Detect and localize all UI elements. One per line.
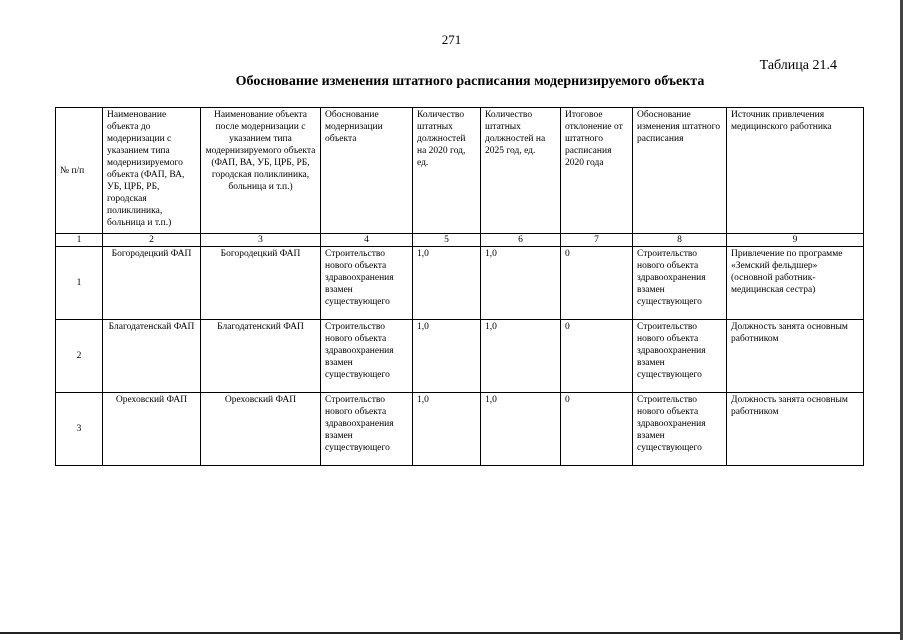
change-reason-cell: Строительство нового объекта здравоохранения взамен существующего: [633, 320, 727, 393]
column-number: 6: [481, 234, 561, 247]
document-title: Обоснование изменения штатного расписания модернизируемого объекта: [235, 74, 705, 89]
column-number: 1: [56, 234, 103, 247]
change-reason-cell: Строительство нового объекта здравоохранения взамен существующего: [633, 393, 727, 466]
table-label: Таблица 21.4: [759, 58, 837, 73]
table-row: [56, 320, 864, 393]
page-number: 271: [441, 32, 462, 47]
staff-2025-cell: 1,0: [481, 320, 561, 393]
staff-2025-cell: 1,0: [481, 247, 561, 320]
source-cell: Привлечение по программе «Земский фельдшер» (основной работник- медицинская сестра): [727, 247, 864, 320]
column-number: 4: [321, 234, 413, 247]
object-after-cell: Благодатенский ФАП: [201, 320, 321, 393]
staff-2020-cell: 1,0: [413, 393, 481, 466]
column-header: Наименование объекта после модернизации с указанием типа модернизируемого объекта (ФАП, ВА, УБ, ЦРБ, РБ, городская поликлиника, больница и т.п.): [201, 108, 321, 234]
row-number: 3: [56, 393, 103, 466]
column-number: 3: [201, 234, 321, 247]
object-after-cell: Богородецкий ФАП: [201, 247, 321, 320]
object-before-cell: Богородецкий ФАП: [103, 247, 201, 320]
column-number: 9: [727, 234, 864, 247]
column-header: № п/п: [56, 108, 103, 234]
row-number: 1: [56, 247, 103, 320]
table-row: [56, 247, 864, 320]
object-before-cell: Благодатенскай ФАП: [103, 320, 201, 393]
staff-2020-cell: 1,0: [413, 247, 481, 320]
column-header: Итоговое отклонение от штатного расписания 2020 года: [561, 108, 633, 234]
modernization-reason-cell: Строительство нового объекта здравоохранения взамен существующего: [321, 393, 413, 466]
column-number: 2: [103, 234, 201, 247]
column-number: 5: [413, 234, 481, 247]
deviation-cell: 0: [561, 393, 633, 466]
column-header: Обоснование модернизации объекта: [321, 108, 413, 234]
source-cell: Должность занята основным работником: [727, 320, 864, 393]
staff-2025-cell: 1,0: [481, 393, 561, 466]
object-after-cell: Ореховский ФАП: [201, 393, 321, 466]
source-cell: Должность занята основным работником: [727, 393, 864, 466]
column-number-row: [56, 234, 864, 247]
column-number: 8: [633, 234, 727, 247]
table-row: [56, 393, 864, 466]
table-header-row: [56, 108, 864, 234]
modernization-reason-cell: Строительство нового объекта здравоохранения взамен существующего: [321, 247, 413, 320]
column-header: Количество штатных должностей на 2020 год, ед.: [413, 108, 481, 234]
staffing-table: [55, 107, 864, 466]
scan-edge-line: [0, 632, 903, 634]
column-header: Обоснование изменения штатного расписания: [633, 108, 727, 234]
column-number: 7: [561, 234, 633, 247]
column-header: Наименование объекта до модернизации с указанием типа модернизируемого объекта (ФАП, ВА, УБ, ЦРБ, РБ, городская поликлиника, больница и т.п.): [103, 108, 201, 234]
staff-2020-cell: 1,0: [413, 320, 481, 393]
column-header: Источник привлечения медицинского работника: [727, 108, 864, 234]
deviation-cell: 0: [561, 320, 633, 393]
column-header: Количество штатных должностей на 2025 год, ед.: [481, 108, 561, 234]
deviation-cell: 0: [561, 247, 633, 320]
object-before-cell: Ореховский ФАП: [103, 393, 201, 466]
row-number: 2: [56, 320, 103, 393]
change-reason-cell: Строительство нового объекта здравоохранения взамен существующего: [633, 247, 727, 320]
modernization-reason-cell: Строительство нового объекта здравоохранения взамен существующего: [321, 320, 413, 393]
